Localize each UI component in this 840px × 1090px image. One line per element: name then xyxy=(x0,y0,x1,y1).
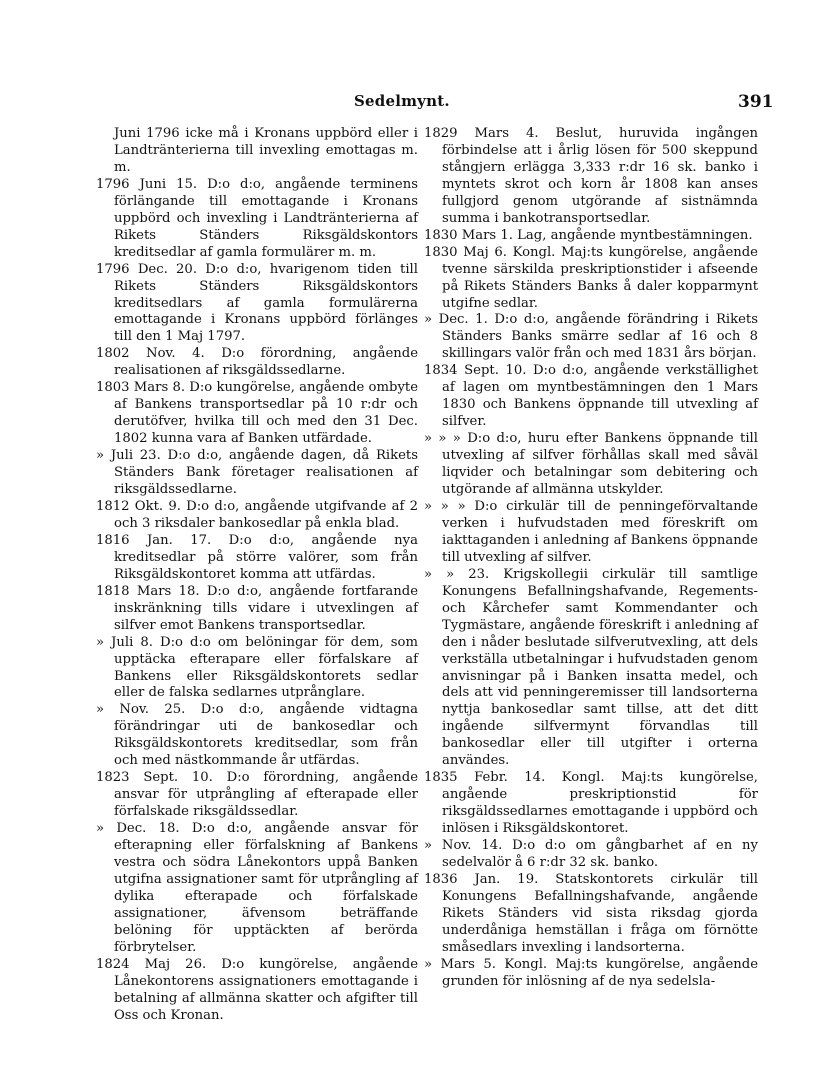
ordinance-entry: 1802 Nov. 4. D:o förordning, angående realisationen af riksgäldssedlarne. xyxy=(96,346,418,379)
page-title: Sedelmynt. xyxy=(354,92,450,110)
ordinance-entry: 1829 Mars 4. Beslut, huruvida ingången förbindelse att i årlig lösen för 500 skeppund stångjern erlägga 3,333 r:dr 16 sk. banko i myntets skrot och korn år 1808 kan anses fullgjord genom utgörande af sistnämnda summa i bankotransportsedlar. xyxy=(424,126,758,226)
ordinance-entry: » Nov. 25. D:o d:o, angående vidtagna förändringar uti de bankosedlar och Riksgäldskontorets kreditsedlar, som från och med nästkommande år utfärdas. xyxy=(96,702,418,769)
ordinance-entry: 1796 Juni 15. D:o d:o, angående terminens förlängande till emottagande i Kronans uppbörd och invexling i Landtränterierna af Rikets Ständers Riksgäldskontors kreditsedlar af gamla formulärer m. m. xyxy=(96,176,418,260)
ordinance-entry: 1796 Dec. 20. D:o d:o, hvarigenom tiden till Rikets Ständers Riksgäldskontors kreditsedlars af gamla formulärerna emottagande i Kronans uppbörd förlänges till den 1 Maj 1797. xyxy=(96,261,418,345)
ordinance-entry: 1824 Maj 26. D:o kungörelse, angående Lånekontorens assignationers emottagande i betalning af allmänna skatter och afgifter till Oss och Kronan. xyxy=(96,956,418,1023)
ordinance-entry: » Juli 8. D:o d:o om belöningar för dem, som upptäcka efterapare eller förfalskare af Bankens eller Riksgäldskontorets sedlar eller de falska sedlarnes utprånglare. xyxy=(96,634,418,701)
ordinance-entry: » Nov. 14. D:o d:o om gångbarhet af en ny sedelvalör å 6 r:dr 32 sk. banko. xyxy=(424,838,758,870)
ordinance-entry: » Mars 5. Kongl. Maj:ts kungörelse, angående grunden för inlösning af de nya sedelsla- xyxy=(424,956,758,989)
ordinance-entry: » Juli 23. D:o d:o, angående dagen, då Rikets Ständers Bank företager realisationen af riksgäldssedlarne. xyxy=(96,448,418,498)
ordinance-entry: » Dec. 18. D:o d:o, angående ansvar för efterapning eller förfalskning af Bankens vestra och södra Lånekontors uppå Banken utgifna assignationer samt för utprångling af dylika efterapade och förfalskade assignationer, äfvensom beträffande belöning för upptäckten af berörda förbrytelser. xyxy=(96,821,418,955)
ordinance-entry: 1823 Sept. 10. D:o förordning, angående ansvar för utprångling af efterapade eller förfalskade riksgäldssedlar. xyxy=(96,770,418,820)
ordinance-entry: 1803 Mars 8. D:o kungörelse, angående ombyte af Bankens transportsedlar på 10 r:dr och derutöfver, hvilka till och med den 31 Dec. 1802 kunna vara af Banken utfärdade. xyxy=(96,380,418,447)
ordinance-entry: 1812 Okt. 9. D:o d:o, angående utgifvande af 2 och 3 riksdaler bankosedlar på enkla blad. xyxy=(96,498,418,531)
ordinance-entry: 1836 Jan. 19. Statskontorets cirkulär till Konungens Befallningshafvande, angående Rikets Ständers vid sista riksdag gjorda underdåniga hemställan i fråga om förnötte småsedlars invexling i landsorterna. xyxy=(424,871,758,955)
ordinance-entry: 1818 Mars 18. D:o d:o, angående fortfarande inskränkning tills vidare i utvexlingen af silfver emot Bankens transportsedlar. xyxy=(96,583,418,633)
ordinance-entry: 1834 Sept. 10. D:o d:o, angående verkställighet af lagen om myntbestämningen den 1 Mars 1830 och Bankens öppnande till utvexling af silfver. xyxy=(424,363,758,430)
right-column xyxy=(424,126,758,991)
ordinance-entry: 1830 Maj 6. Kongl. Maj:ts kungörelse, angående tvenne särskilda preskriptionstider i afseende på Rikets Ständers Banks å daler kopparmynt utgifne sedlar. xyxy=(424,244,758,311)
page-header xyxy=(0,92,840,114)
ordinance-entry: 1816 Jan. 17. D:o d:o, angående nya kreditsedlar på större valörer, som från Riksgäldskontoret komma att utfärdas. xyxy=(96,532,418,582)
page-number: 391 xyxy=(738,92,774,112)
left-column xyxy=(96,126,418,1025)
ordinance-entry: Juni 1796 icke må i Kronans uppbörd eller i Landtränterierna till invexling emottagas m. m. xyxy=(114,126,418,175)
ordinance-entry: » » 23. Krigskollegii cirkulär till samtlige Konungens Befallningshafvande, Regements- och Kårchefer samt Kommendanter och Tygmästare, angående föreskrift i anledning af den i nåder beslutade silfverutvexling, att dels verkställa utbetalningar i hufvudstaden genom anvisningar på i Banken insatta medel, och dels att vid penningeremisser till landsorterna nyttja bankosedlar samt tillse, att det ditt ingående silfvermynt förvandlas till bankosedlar eller till utgifter i orterna användes. xyxy=(424,566,758,769)
ordinance-entry: » Dec. 1. D:o d:o, angående förändring i Rikets Ständers Banks smärre sedlar af 16 och 8 skillingars valör från och med 1831 års början. xyxy=(424,312,758,362)
ordinance-entry: » » » D:o d:o, huru efter Bankens öppnande till utvexling af silfver förhållas skall med såväl liqvider och betalningar som debitering och utgörande af allmänna utskylder. xyxy=(424,431,758,498)
ordinance-entry: 1830 Mars 1. Lag, angående myntbestämningen. xyxy=(424,227,753,243)
ordinance-entry: » » » D:o cirkulär till de penningeförvaltande verken i hufvudstaden med föreskrift om iakttaganden i anledning af Bankens öppnande till utvexling af silfver. xyxy=(424,498,758,565)
ordinance-entry: 1835 Febr. 14. Kongl. Maj:ts kungörelse, angående preskriptionstid för riksgäldssedlarnes emottagande i uppbörd och inlösen i Riksgäldskontoret. xyxy=(424,770,758,837)
